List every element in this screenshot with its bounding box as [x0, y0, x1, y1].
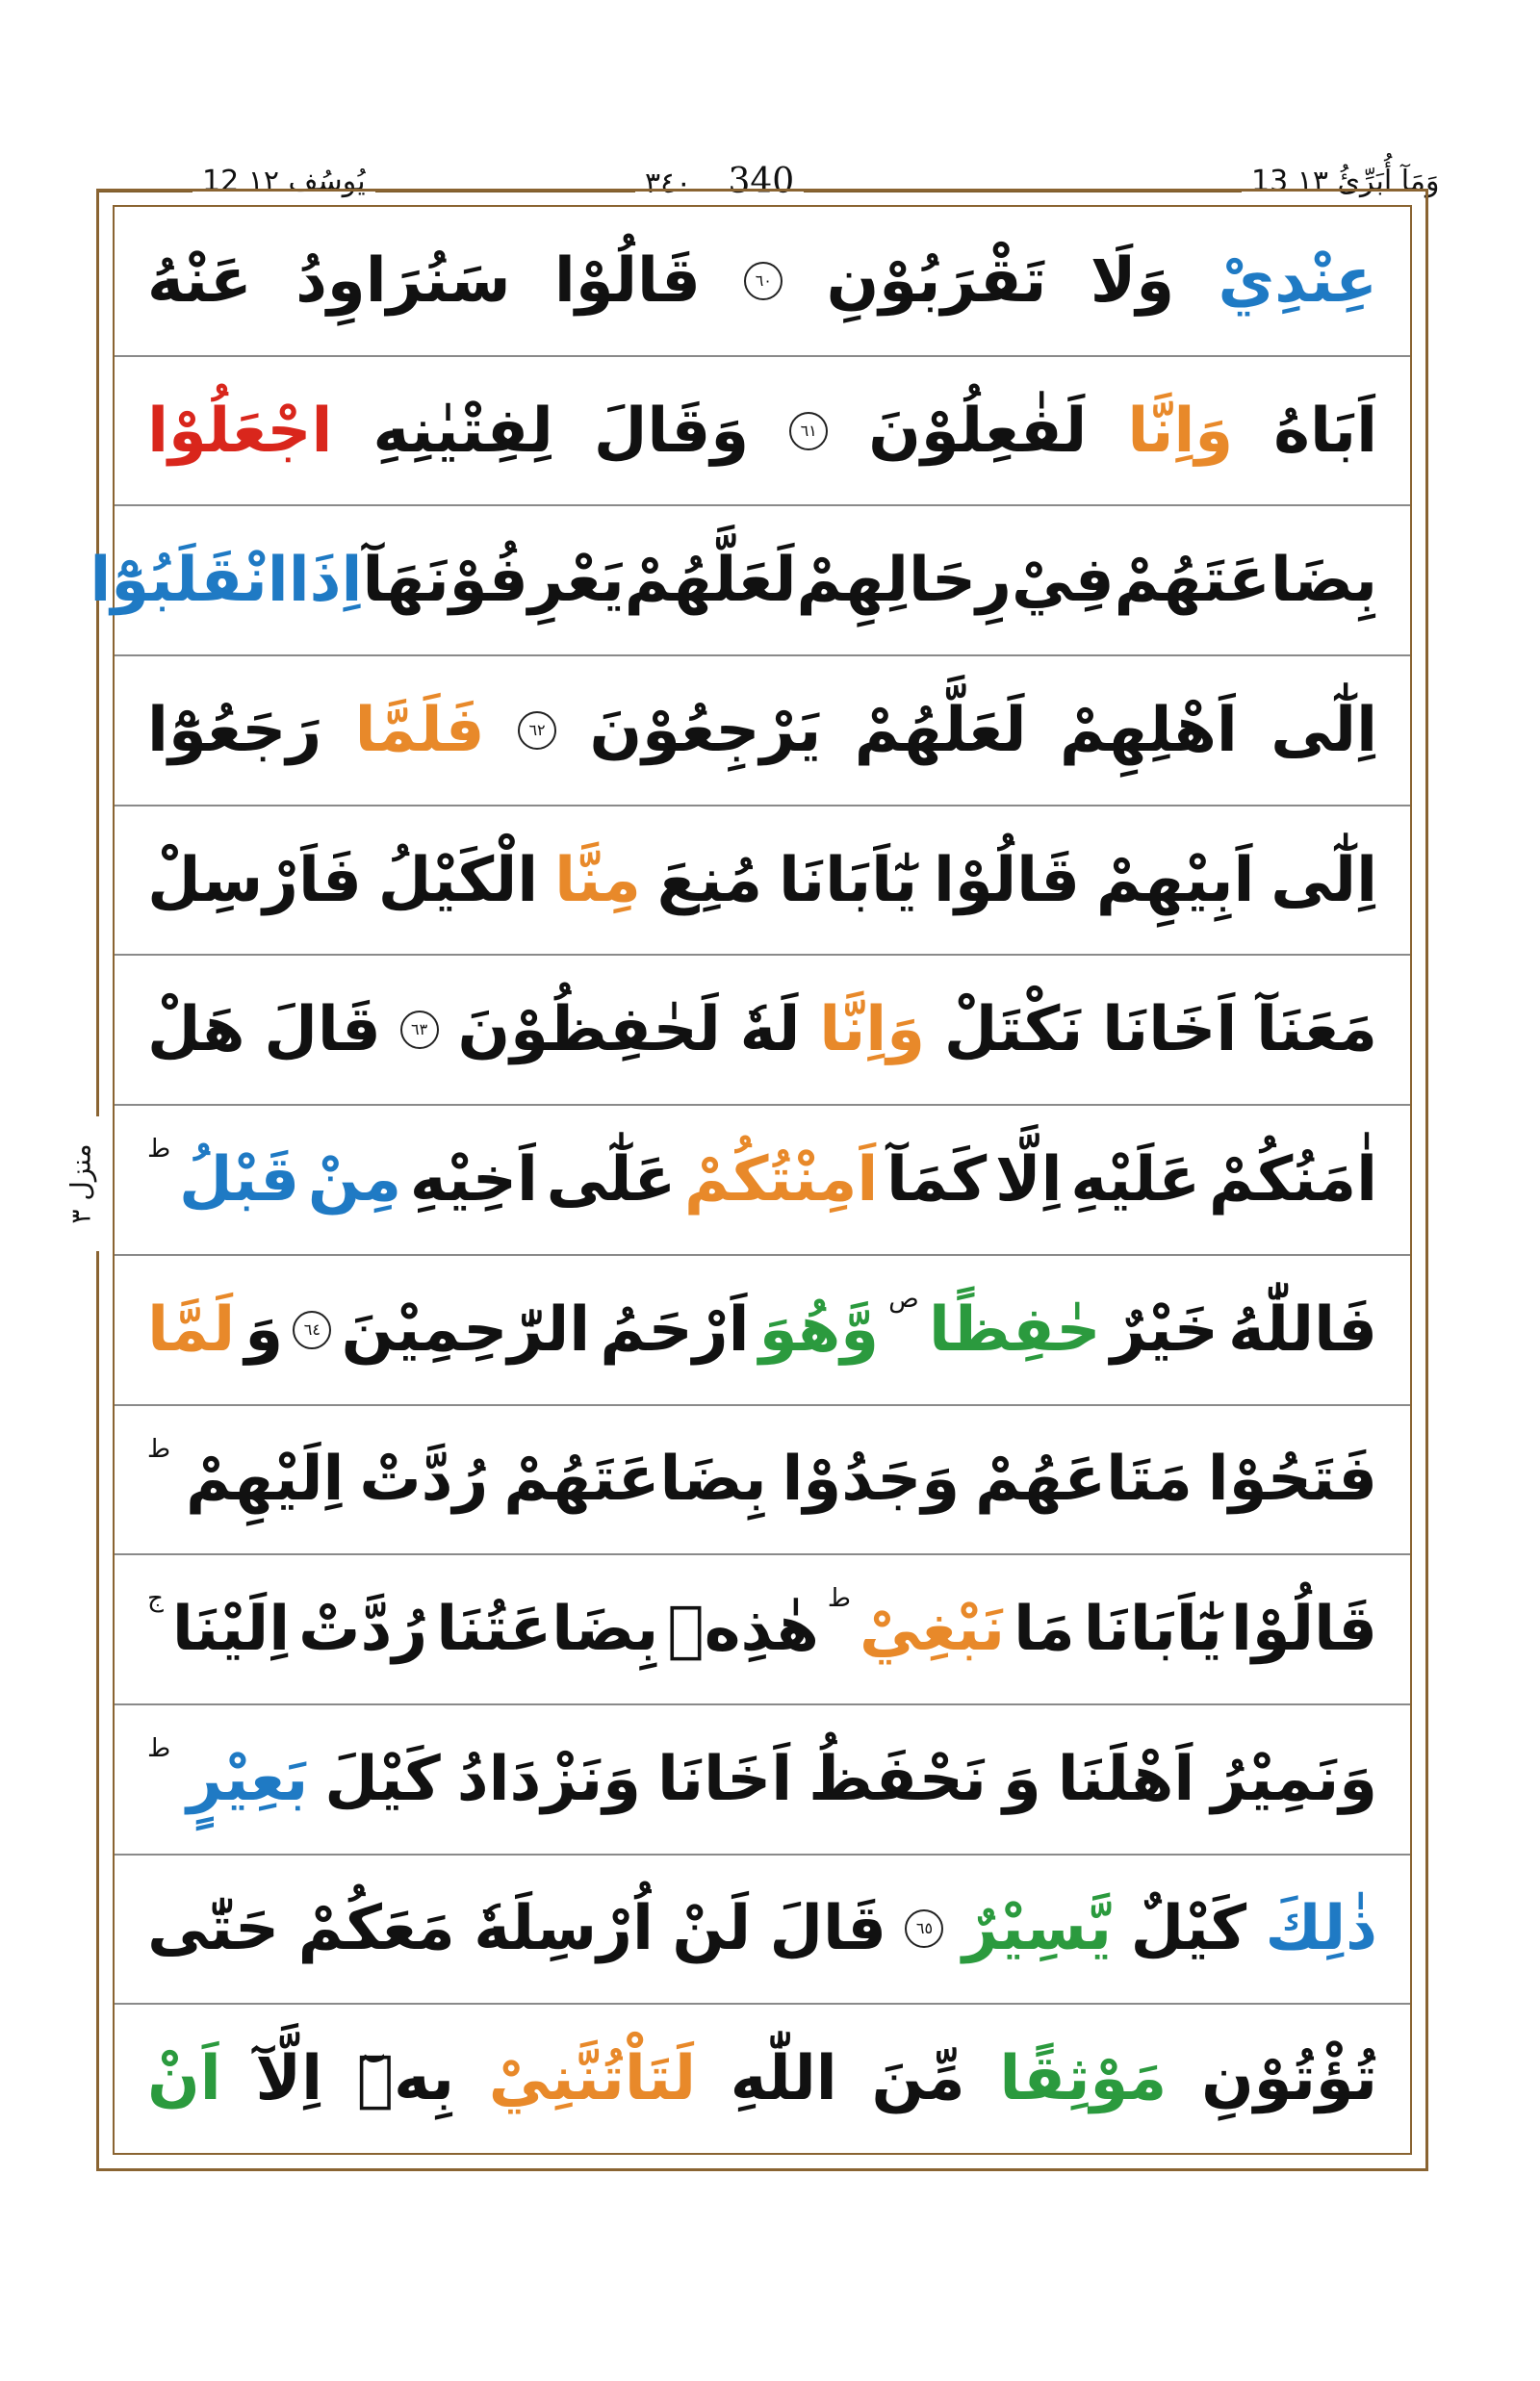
verse-line [115, 1856, 1410, 2006]
ayah-number-marker: ٦٥ [905, 1909, 943, 1948]
arabic-word: بِضَاعَتُنَا [436, 1594, 659, 1666]
arabic-word: لَحٰفِظُوْنَ [457, 994, 721, 1066]
arabic-word: رِحَالِهِمْ [796, 545, 1012, 617]
header-surah-arabic: يُوسُف ١٢ [247, 165, 366, 198]
arabic-word: الْكَيْلُ [377, 844, 539, 916]
arabic-word: لَتَاْتُنَّنِيْ [488, 2043, 696, 2115]
arabic-word: اِلٰٓى [1270, 694, 1377, 766]
manzil-label-text: منزل ٣ [64, 1143, 97, 1224]
arabic-word: لَهٗ [739, 994, 801, 1066]
arabic-word: اللّٰهِ [730, 2043, 837, 2115]
arabic-word: بِضَاعَتَهُمْ [1114, 545, 1377, 617]
waqf-sign: ط [827, 1584, 851, 1614]
arabic-word: اِلٰٓى [1270, 844, 1377, 916]
verse-line [115, 1555, 1410, 1705]
arabic-word: مَعَنَآ [1256, 994, 1377, 1066]
arabic-word: مَوْثِقًا [999, 2043, 1168, 2115]
arabic-word: بِهٖٓ [356, 2043, 455, 2115]
arabic-word: هَلْ [147, 994, 245, 1066]
arabic-word: وَنَزْدَادُ [456, 1743, 641, 1815]
verse-line [115, 956, 1410, 1106]
arabic-word: وَجَدُوْا [782, 1444, 961, 1516]
waqf-sign: ج [147, 1584, 164, 1614]
arabic-word: وَقَالَ [593, 395, 750, 467]
arabic-word: قَبْلُ [178, 1143, 300, 1216]
verse-line [90, 506, 1410, 656]
ayah-number-marker: ٦١ [789, 412, 828, 450]
arabic-word: لَمَّا [147, 1293, 236, 1366]
verse-line [115, 1106, 1410, 1256]
header-para-number: 13 [1251, 165, 1289, 198]
arabic-word: يٰٓاَبَانَا [779, 844, 918, 916]
arabic-word: يٰٓاَبَانَا [1083, 1594, 1222, 1666]
ayah-number-marker: ٦٣ [400, 1011, 439, 1049]
arabic-word: كَيْلٌ [1130, 1893, 1247, 1965]
arabic-word: قَالُوْا [553, 244, 701, 317]
arabic-word: لَعَلَّهُمْ [854, 694, 1027, 766]
header-page-latin: 340 [728, 162, 795, 201]
arabic-word: مِنَّا [554, 844, 641, 916]
arabic-word: حَتّٰى [147, 1893, 280, 1965]
verse-line [115, 656, 1410, 806]
arabic-word: عَنْهُ [147, 244, 252, 317]
arabic-word: عِنْدِيْ [1218, 244, 1377, 317]
arabic-word: اِلَيْهِمْ [185, 1444, 345, 1516]
arabic-word: فَلَمَّا [354, 694, 485, 766]
verse-line [115, 1705, 1410, 1856]
arabic-word: يَعْرِفُوْنَهَآ [362, 545, 625, 617]
waqf-sign: ص [888, 1284, 919, 1314]
arabic-word: مِنْ [307, 1143, 402, 1216]
arabic-word: ذٰلِكَ [1265, 1893, 1377, 1965]
waqf-sign: ط [147, 1135, 171, 1165]
arabic-word: بَعِيْرٍ [187, 1743, 309, 1815]
arabic-word: بِضَاعَتَهُمْ [503, 1444, 767, 1516]
header-surah-number: 12 [202, 165, 240, 198]
arabic-word: قَالُوْا [1230, 1594, 1377, 1666]
arabic-word: فِيْ [1011, 545, 1115, 617]
arabic-word: نَبْغِيْ [860, 1594, 1006, 1666]
arabic-word: وَنَمِيْرُ [1211, 1743, 1377, 1815]
arabic-word: عَلَيْهِ [1070, 1143, 1201, 1216]
arabic-word: اَخَانَا [1102, 994, 1238, 1066]
verse-line [115, 1406, 1410, 1556]
arabic-word: مَعَكُمْ [297, 1893, 455, 1965]
verse-line [115, 2005, 1410, 2153]
ayah-number-marker: ٦٠ [744, 262, 783, 300]
arabic-word: تُؤْتُوْنِ [1201, 2043, 1377, 2115]
arabic-word: مِّنَ [871, 2043, 965, 2115]
arabic-word: اٰمَنُكُمْ [1208, 1143, 1377, 1216]
arabic-word: اِلَّآ [255, 2043, 322, 2115]
arabic-word: قَالَ [264, 994, 381, 1066]
arabic-word: رُدَّتْ [359, 1444, 489, 1516]
arabic-word: اَهْلَنَا [1057, 1743, 1195, 1815]
arabic-word: لِفِتْيٰنِهِ [372, 395, 553, 467]
arabic-word: اِلَّا [994, 1143, 1063, 1216]
arabic-word: اَهْلِهِمْ [1059, 694, 1238, 766]
arabic-word: قَالُوْا [934, 844, 1081, 916]
arabic-word: نَكْتَلْ [943, 994, 1084, 1066]
arabic-word: مَا [1014, 1594, 1075, 1666]
verse-line [115, 1256, 1410, 1406]
arabic-word: قَالَ [769, 1893, 886, 1965]
arabic-word: وَ [1002, 1743, 1041, 1815]
arabic-word: عَلٰٓى [546, 1143, 677, 1216]
arabic-word: وَلَا [1090, 244, 1175, 317]
arabic-word: فَاَرْسِلْ [147, 844, 362, 916]
arabic-word: يَرْجِعُوْنَ [589, 694, 822, 766]
arabic-word: اِذَا [288, 545, 363, 617]
verse-lines [90, 207, 1410, 2153]
arabic-word: اَخَانَا [657, 1743, 793, 1815]
arabic-word: اَمِنْتُكُمْ [684, 1143, 879, 1216]
arabic-word: لَفٰعِلُوْنَ [868, 395, 1088, 467]
arabic-word: وَاِنَّا [819, 994, 925, 1066]
arabic-word: وَ [244, 1293, 284, 1366]
arabic-word: وَاِنَّا [1127, 395, 1234, 467]
arabic-word: رُدَّتْ [298, 1594, 428, 1666]
arabic-word: رَجَعُوْٓا [147, 694, 322, 766]
arabic-word: وَّهُوَ [758, 1293, 880, 1366]
arabic-word: اَبِيْهِمْ [1095, 844, 1255, 916]
arabic-word: اُرْسِلَهٗ [474, 1893, 654, 1965]
page-frame-inner [90, 205, 1412, 2155]
arabic-word: لَعَلَّهُمْ [624, 545, 797, 617]
manzil-label [54, 1116, 108, 1251]
arabic-word: تَقْرَبُوْنِ [826, 244, 1047, 317]
arabic-word: اَنْ [147, 2043, 221, 2115]
arabic-word: اَبَاهُ [1273, 395, 1377, 467]
arabic-word: اَرْحَمُ [600, 1293, 750, 1366]
verse-line [115, 806, 1410, 957]
header-page-arabic: ٣٤٠ [645, 166, 692, 200]
arabic-word: الرّٰحِمِيْنَ [341, 1293, 591, 1366]
arabic-word: فَتَحُوْا [1207, 1444, 1377, 1516]
arabic-word: اِلَيْنَا [171, 1594, 291, 1666]
waqf-sign: ط [147, 1733, 171, 1763]
ayah-number-marker: ٦٢ [518, 711, 556, 750]
arabic-word: مُنِعَ [656, 844, 763, 916]
waqf-sign: ط [147, 1434, 171, 1464]
header-para-arabic: وَمَآ أُبَرِّئُ ١٣ [1296, 165, 1440, 198]
arabic-word: فَاللّٰهُ [1228, 1293, 1377, 1366]
arabic-word: لَنْ [672, 1893, 751, 1965]
arabic-word: سَنُرَاوِدُ [295, 244, 511, 317]
arabic-word: يَّسِيْرٌ [962, 1893, 1113, 1965]
arabic-word: اَخِيْهِ [409, 1143, 538, 1216]
ayah-number-marker: ٦٤ [293, 1311, 331, 1349]
arabic-word: خَيْرٌ [1110, 1293, 1219, 1366]
arabic-word: هٰذِهٖ [667, 1594, 819, 1666]
arabic-word: مَتَاعَهُمْ [974, 1444, 1193, 1516]
verse-line [115, 357, 1410, 507]
arabic-word: حٰفِظًا [928, 1293, 1101, 1366]
arabic-word: اجْعَلُوْا [147, 395, 333, 467]
arabic-word: كَيْلَ [324, 1743, 441, 1815]
arabic-word: كَمَآ [886, 1143, 988, 1216]
page-frame [90, 189, 1428, 2171]
arabic-word: نَحْفَظُ [808, 1743, 987, 1815]
arabic-word: انْقَلَبُوْٓا [90, 545, 289, 617]
verse-line [115, 207, 1410, 357]
